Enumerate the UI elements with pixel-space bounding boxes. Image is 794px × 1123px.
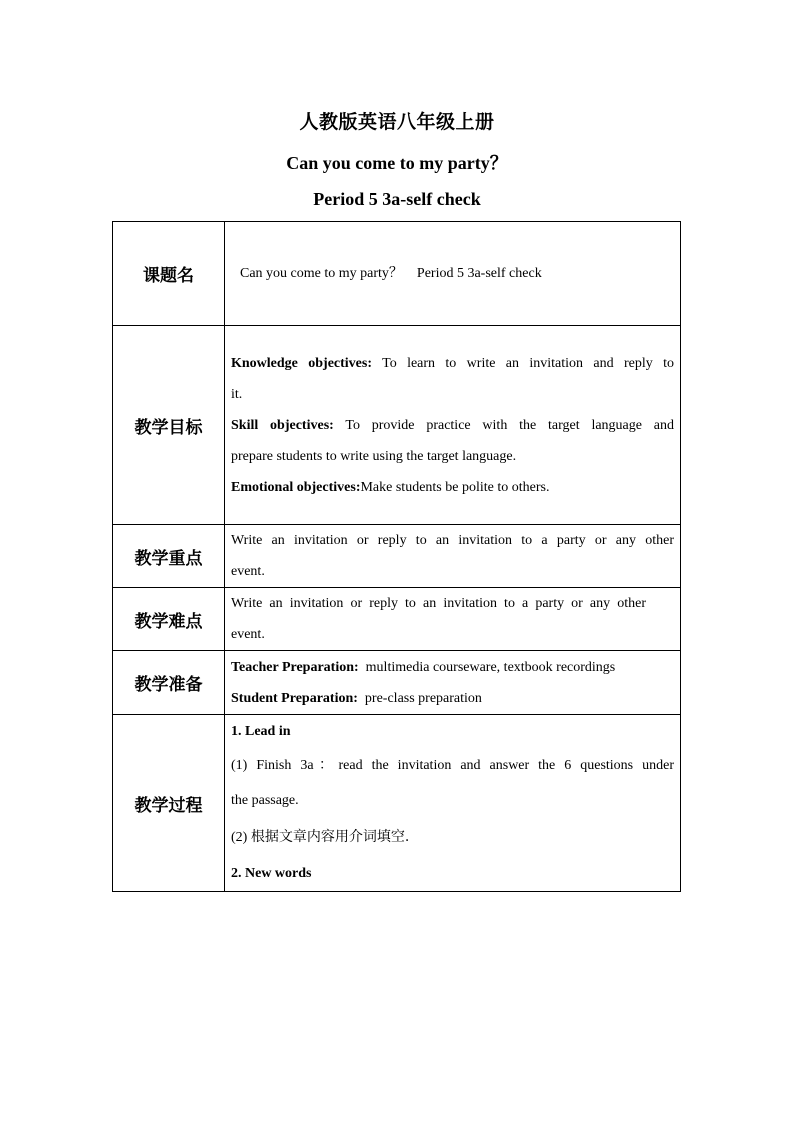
- teacher-preparation-key: Teacher Preparation:: [231, 659, 359, 675]
- process-item-2-text: 根据文章内容用介词填空.: [250, 828, 410, 845]
- table-row-key-points: [113, 525, 681, 588]
- row-label-objectives: 教学目标: [113, 326, 225, 525]
- difficult-points-line-2: event.: [231, 627, 265, 642]
- process-item-2-prefix: (2): [231, 829, 251, 845]
- emotional-objectives-text: Make students be polite to others.: [360, 479, 550, 495]
- table-row-topic: [113, 222, 681, 326]
- difficult-points-line-1: Write an invitation or reply to an invitation to a party or any other: [231, 596, 646, 611]
- preparation-content: [225, 651, 681, 715]
- knowledge-objectives-text: To learn to write an invitation and reply to: [382, 355, 674, 371]
- key-points-content: [225, 525, 681, 588]
- process-content: [225, 715, 681, 892]
- student-preparation-line: [231, 683, 674, 714]
- lesson-title: Can you come to my party？: [286, 153, 508, 173]
- objectives-content: [225, 326, 681, 525]
- period-title: Period 5 3a-self check: [313, 189, 481, 209]
- lesson-plan-table: [112, 221, 681, 892]
- key-points-line-2: event.: [231, 564, 265, 579]
- process-step-1: 1. Lead in: [231, 723, 291, 739]
- process-item-2: [231, 818, 674, 857]
- row-label-difficult-points: 教学难点: [113, 588, 225, 651]
- process-step-2: 2. New words: [231, 865, 312, 881]
- difficult-points-content: [225, 588, 681, 651]
- topic-content: [225, 222, 681, 326]
- row-label-key-points: 教学重点: [113, 525, 225, 588]
- student-preparation-text: pre-class preparation: [364, 690, 482, 706]
- skill-objectives-line: [231, 410, 674, 441]
- key-points-line-1: Write an invitation or reply to an invitation to a party or any other: [231, 533, 674, 548]
- process-item-1-line-1: (1) Finish 3a：read the invitation and answer the 6 questions under: [231, 757, 674, 773]
- emotional-objectives-line: [231, 472, 674, 503]
- student-preparation-key: Student Preparation:: [231, 690, 358, 706]
- table-row-preparation: [113, 651, 681, 715]
- skill-objectives-cont: prepare students to write using the target language.: [231, 448, 517, 464]
- knowledge-objectives-key: Knowledge objectives:: [231, 355, 373, 371]
- table-row-process: [113, 715, 681, 892]
- row-label-topic: 课题名: [113, 222, 225, 326]
- document-title: 人教版英语八年级上册: [299, 111, 495, 133]
- knowledge-objectives-line: [231, 348, 674, 379]
- topic-text: Can you come to my party？ Period 5 3a-self check: [240, 266, 542, 281]
- knowledge-objectives-cont: it.: [231, 386, 243, 402]
- skill-objectives-text: To provide practice with the target language and: [345, 417, 675, 433]
- process-item-1-line-2: the passage.: [231, 792, 299, 808]
- skill-objectives-key: Skill objectives:: [231, 417, 334, 433]
- teacher-preparation-line: [231, 652, 674, 683]
- row-label-preparation: 教学准备: [113, 651, 225, 715]
- table-row-difficult-points: [113, 588, 681, 651]
- table-row-objectives: [113, 326, 681, 525]
- row-label-process: 教学过程: [113, 715, 225, 892]
- teacher-preparation-text: multimedia courseware, textbook recordings: [365, 659, 616, 675]
- emotional-objectives-key: Emotional objectives:: [231, 479, 361, 495]
